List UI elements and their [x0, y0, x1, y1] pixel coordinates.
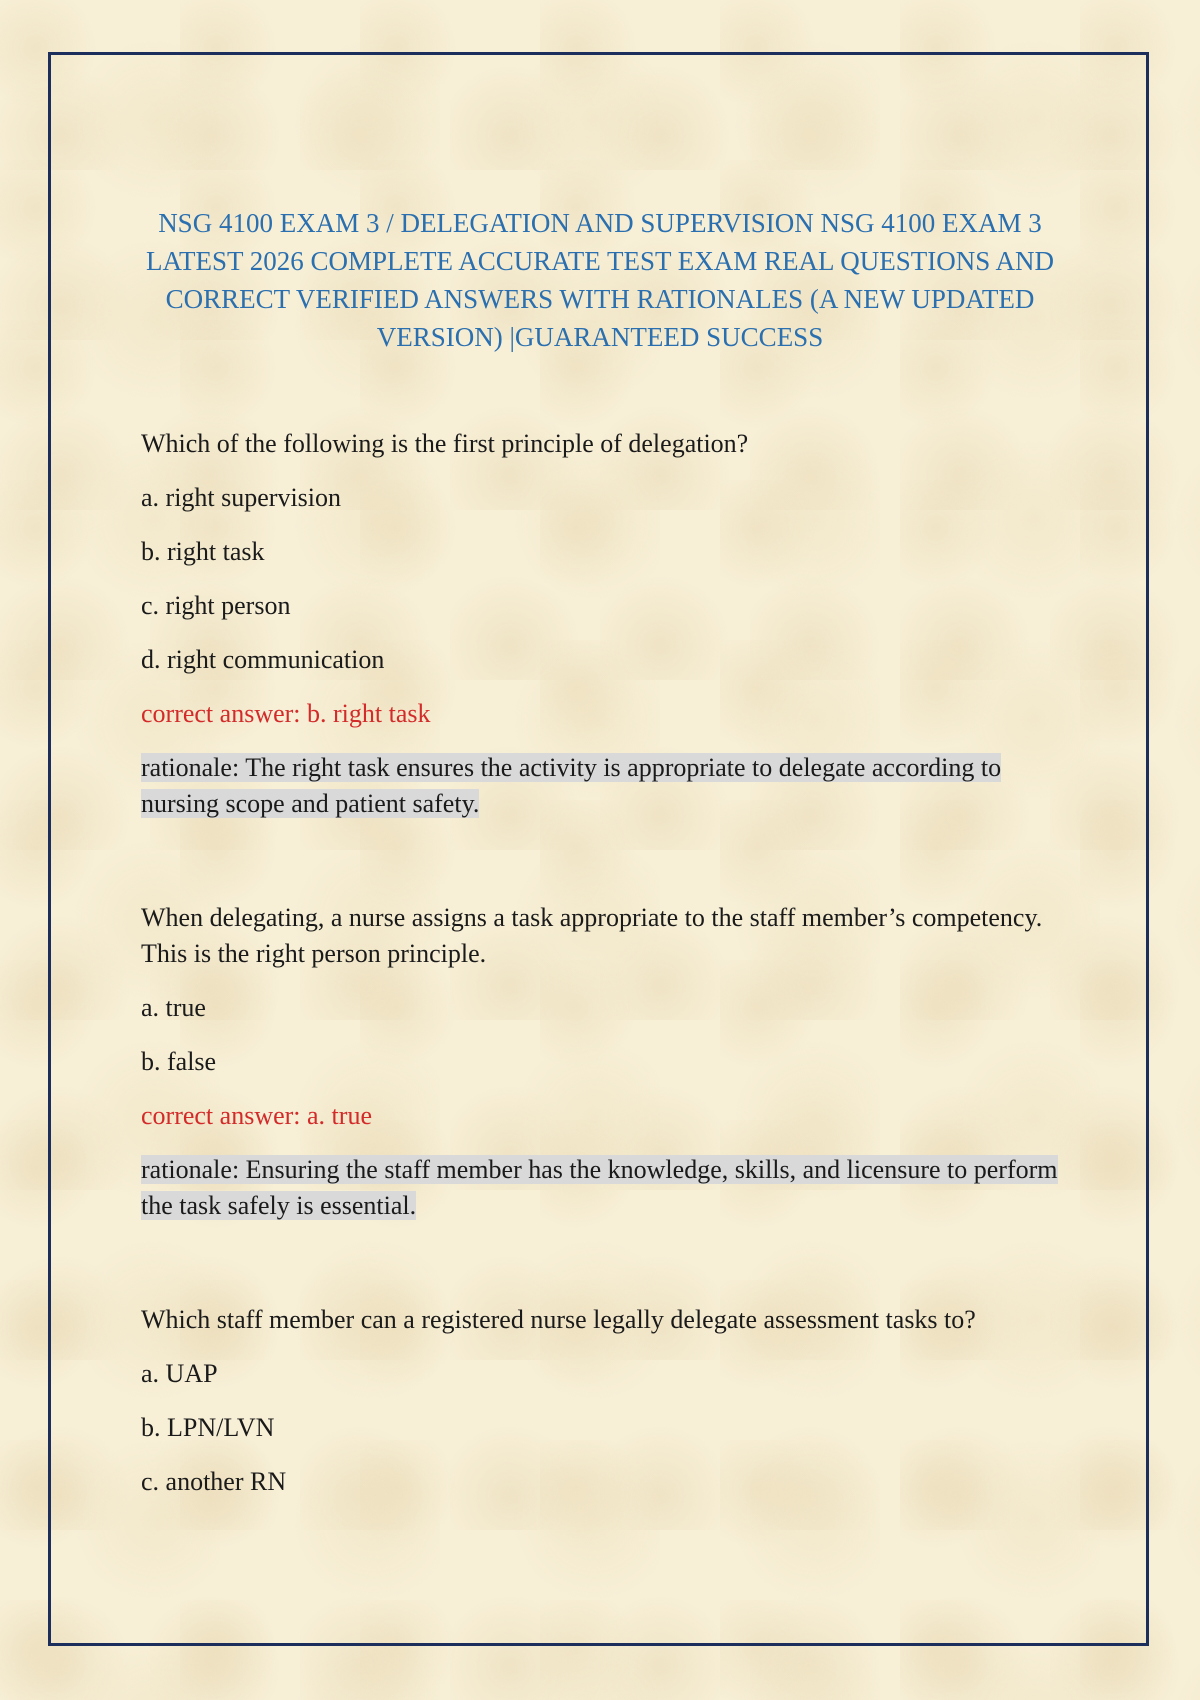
rationale [141, 1152, 1081, 1224]
question-text: When delegating, a nurse assigns a task appropriate to the staff member’s competency. This is the right person principle. [141, 903, 1043, 968]
answer-option: a. true [141, 993, 206, 1022]
question-text: Which of the following is the first principle of delegation? [141, 429, 749, 458]
document-body [141, 426, 1081, 1518]
answer-option: b. false [141, 1047, 217, 1076]
answer-option: b. right task [141, 537, 265, 566]
question-3 [141, 1302, 1081, 1500]
question-1 [141, 426, 1081, 822]
section-spacer [141, 1224, 1081, 1302]
answer-option: c. right person [141, 591, 291, 620]
rationale [141, 750, 1081, 822]
section-spacer [141, 822, 1081, 900]
rationale-text: rationale: Ensuring the staff member has the knowledge, skills, and licensure to perform the task safely is essential. [141, 1155, 1058, 1220]
answer-option: c. another RN [141, 1467, 287, 1496]
answer-option: b. LPN/LVN [141, 1413, 275, 1442]
question-text: Which staff member can a registered nurse legally delegate assessment tasks to? [141, 1305, 976, 1334]
document-title: NSG 4100 EXAM 3 / DELEGATION AND SUPERVISION NSG 4100 EXAM 3 LATEST 2026 COMPLETE ACCURATE TEST EXAM REAL QUESTIONS AND CORRECT VERIFIED ANSWERS WITH RATIONALES (A NEW UPDATED VERSION) |GUARANTEED SUCCESS [145, 208, 1055, 352]
answer-option: a. right supervision [141, 483, 342, 512]
rationale-text: rationale: The right task ensures the activity is appropriate to delegate according to nursing scope and patient safety. [141, 753, 1002, 818]
answer-option: d. right communication [141, 645, 385, 674]
answer-option: a. UAP [141, 1359, 218, 1388]
correct-answer: correct answer: a. true [141, 1101, 372, 1130]
question-2 [141, 900, 1081, 1224]
correct-answer: correct answer: b. right task [141, 699, 431, 728]
